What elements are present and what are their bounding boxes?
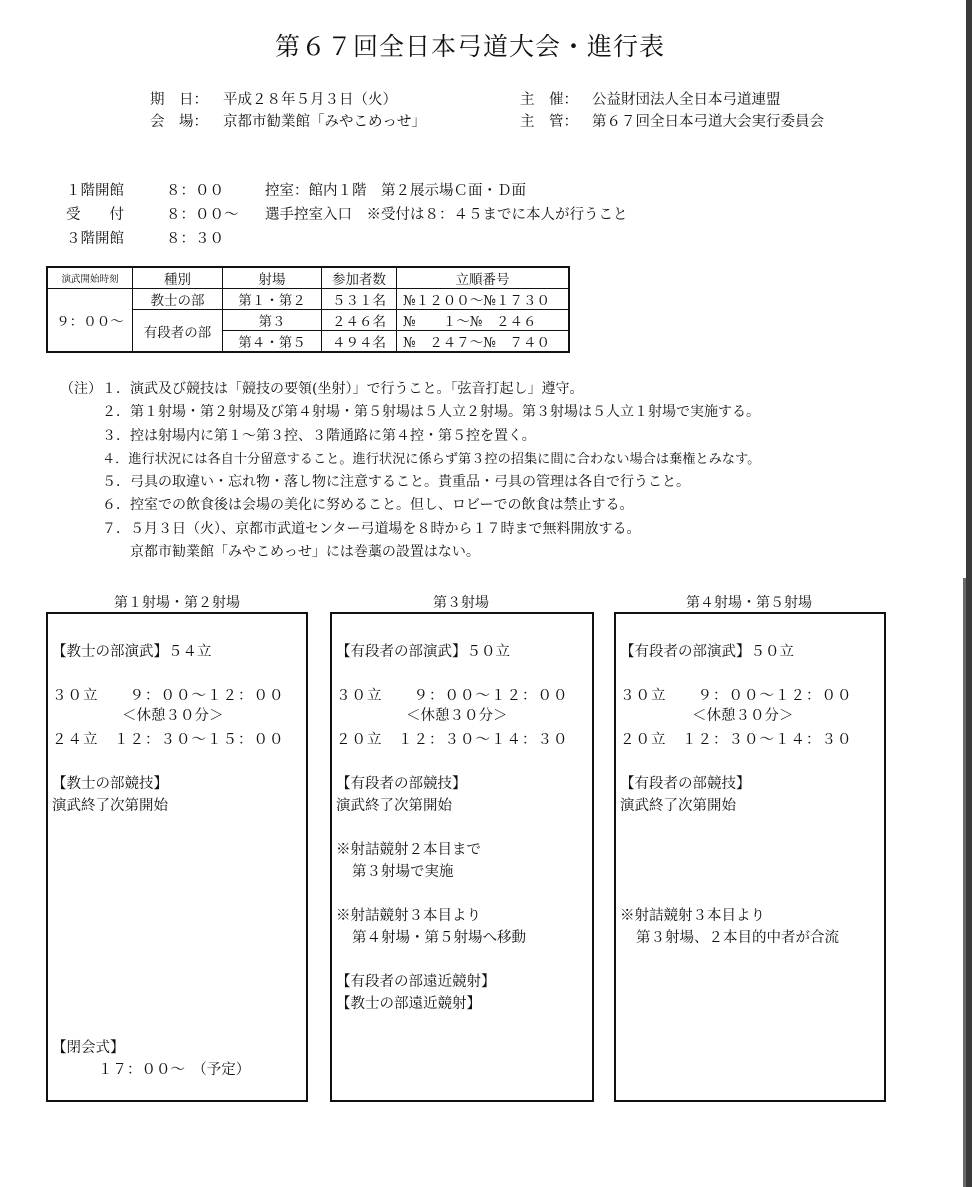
date-label: 期 日： [150, 92, 208, 108]
table-header: 種別 [133, 267, 223, 289]
table-header: 演武開始時刻 [47, 267, 133, 289]
numbers-cell: № ２４７～№ ７４０ [397, 331, 570, 353]
host-value: 公益財団法人全日本弓道連盟 [592, 92, 781, 108]
schedule-label: 受 付 [66, 207, 124, 223]
box-line: １７：００～ （予定） [98, 1062, 251, 1078]
box-line: 第３射場、２本目的中者が合流 [636, 930, 839, 946]
box-line: 【教士の部競技】 [52, 776, 168, 792]
box-line: 【有段者の部遠近競射】 [336, 974, 496, 990]
table-header-row [47, 267, 569, 289]
box-line: ※射詰競射３本目より [336, 908, 481, 924]
box-line: 【教士の部演武】５４立 [52, 644, 212, 660]
box-line: 【教士の部遠近競射】 [336, 996, 481, 1012]
note-line: ６．控室での飲食後は会場の美化に努めること。但し、ロビーでの飲食は禁止する。 [102, 497, 634, 514]
schedule-label: ３階開館 [66, 231, 124, 247]
table-header: 立順番号 [397, 267, 570, 289]
box-line: ３０立 ９：００～１２：００ [336, 688, 569, 704]
column-heading-range-4-5: 第４射場・第５射場 [686, 595, 812, 611]
range-4-5-box [614, 612, 886, 1102]
box-line: 【有段者の部演武】５０立 [620, 644, 794, 660]
note-line: 京都市勧業館「みやこめっせ」には巻藁の設置はない。 [130, 544, 480, 561]
category-cell: 教士の部 [133, 289, 223, 310]
table-header: 射場 [223, 267, 322, 289]
column-heading-range-1-2: 第１射場・第２射場 [114, 595, 240, 611]
schedule-time: ８：００～ [166, 207, 239, 223]
box-line: ＜休憩３０分＞ [122, 708, 224, 724]
note-line: ５．弓具の取違い・忘れ物・落し物に注意すること。貴重品・弓具の管理は各自で行うこと。 [102, 474, 690, 491]
note-line: （注）１．演武及び競技は「競技の要領(坐射）」で行うこと。「弦音打起し」遵守。 [60, 381, 584, 397]
organizer-label: 主 管： [520, 114, 578, 130]
box-line: ２０立 １２：３０～１４：３０ [336, 732, 569, 748]
box-line: ３０立 ９：００～１２：００ [52, 688, 285, 704]
box-line: 【有段者の部競技】 [336, 776, 467, 792]
box-line: ２４立 １２：３０～１５：００ [52, 732, 285, 748]
column-heading-range-3: 第３射場 [433, 595, 489, 611]
box-line: 演武終了次第開始 [336, 798, 452, 814]
window-edge [966, 0, 972, 1187]
box-line: 演武終了次第開始 [620, 798, 736, 814]
box-line: ＜休憩３０分＞ [692, 708, 794, 724]
schedule-time: ８：００ [166, 183, 224, 199]
venue-label: 会 場： [150, 114, 208, 130]
range-1-2-box [46, 612, 308, 1102]
organizer-value: 第６７回全日本弓道大会実行委員会 [592, 114, 824, 130]
box-line: 第３射場で実施 [352, 864, 454, 880]
page-title: 第６７回全日本弓道大会・進行表 [274, 32, 665, 61]
range-3-box [330, 612, 594, 1102]
table-header: 参加者数 [322, 267, 397, 289]
schedule-note: 控室：館内１階 第２展示場Ｃ面・Ｄ面 [265, 183, 526, 199]
range-cell: 第３ [223, 310, 322, 331]
notes-list [60, 378, 760, 564]
numbers-cell: № １～№ ２４６ [397, 310, 570, 331]
box-line: 演武終了次第開始 [52, 798, 168, 814]
host-label: 主 催： [520, 92, 578, 108]
box-line: ３０立 ９：００～１２：００ [620, 688, 853, 704]
range-cell: 第１・第２ [223, 289, 322, 310]
note-line: ３．控は射場内に第１～第３控、３階通路に第４控・第５控を置く。 [102, 427, 536, 444]
schedule-note: 選手控室入口 ※受付は８：４５までに本人が行うこと [265, 207, 628, 223]
schedule-label: １階開館 [66, 183, 124, 199]
box-line: ※射詰競射２本目まで [336, 842, 481, 858]
count-cell: ５３１名 [322, 289, 397, 310]
numbers-cell: №１２００～№１７３０ [397, 289, 570, 310]
start-time-cell: ９：００～ [47, 289, 133, 353]
box-line: 【有段者の部演武】５０立 [336, 644, 510, 660]
count-cell: ２４６名 [322, 310, 397, 331]
note-line: ４．進行状況には各自十分留意すること。進行状況に係らず第３控の招集に間に合わない場合は棄権とみなす。 [102, 451, 761, 467]
date-value: 平成２８年５月３日（火） [223, 92, 397, 108]
box-line: 第４射場・第５射場へ移動 [352, 930, 526, 946]
box-line: ２０立 １２：３０～１４：３０ [620, 732, 853, 748]
box-line: ＜休憩３０分＞ [406, 708, 508, 724]
box-line: ※射詰競射３本目より [620, 908, 765, 924]
window-edge-shadow [963, 578, 966, 1187]
note-line: ７．５月３日（火）、京都市武道センター弓道場を８時から１７時まで無料開放する。 [102, 520, 641, 537]
box-line: 【閉会式】 [52, 1040, 125, 1056]
shooting-range-table [46, 266, 570, 353]
box-line: 【有段者の部競技】 [620, 776, 751, 792]
range-cell: 第４・第５ [223, 331, 322, 353]
count-cell: ４９４名 [322, 331, 397, 353]
category-cell: 有段者の部 [133, 310, 223, 353]
schedule-time: ８：３０ [166, 231, 224, 247]
venue-value: 京都市勧業館「みやこめっせ」 [223, 114, 426, 130]
note-line: ２．第１射場・第２射場及び第４射場・第５射場は５人立２射場。第３射場は５人立１射場で実施する。 [102, 404, 760, 421]
table-row [47, 289, 569, 310]
